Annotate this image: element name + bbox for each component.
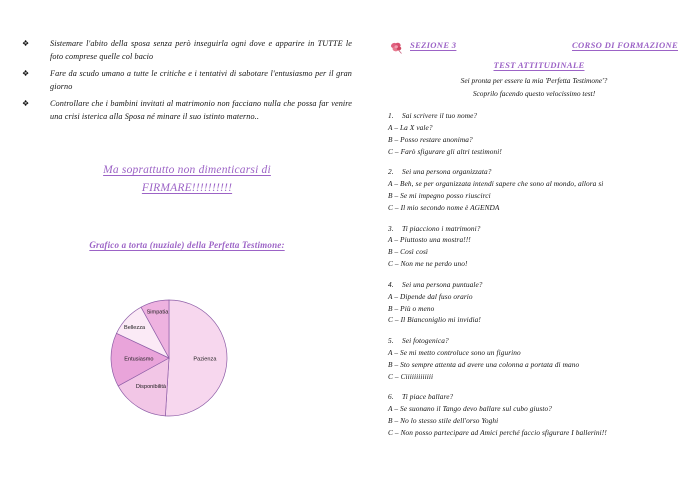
- quiz-answer-option[interactable]: B – Se mi impegno posso riuscirci: [388, 191, 491, 201]
- section-header-line1: [410, 40, 678, 50]
- sign-reminder-line2: [22, 180, 352, 198]
- sign-reminder-line2-text: FIRMARE!!!!!!!!!!: [141, 181, 233, 194]
- test-label: TEST ATTITUDINALE: [493, 60, 585, 70]
- quiz-question: [388, 335, 680, 382]
- diamond-bullet-icon: ❖: [22, 68, 30, 78]
- quiz-answer-option[interactable]: C – Ciiiiiiiiiiiii: [388, 371, 434, 381]
- quiz-answer-option[interactable]: A – La X vale?: [388, 122, 433, 132]
- page-title: [22, 240, 352, 250]
- quiz-answer-option[interactable]: C – Non posso partecipare ad Amici perché faccio sfigurare I ballerini!!: [388, 427, 607, 437]
- quiz-question-number: 6.: [388, 392, 394, 402]
- left-column: [22, 38, 352, 128]
- section-header: [388, 40, 680, 58]
- quiz-question-number: 5.: [388, 336, 394, 346]
- list-item: [22, 98, 352, 124]
- section-subtitle: [388, 75, 680, 100]
- list-item-text: Sistemare l'abito della sposa senza però inseguirla ogni dove e apparire in TUTTE le foto comprese quelle col bacio: [50, 39, 352, 61]
- pie-slice-label: Entusiasmo: [124, 356, 154, 363]
- quiz-question-number: 1.: [388, 111, 394, 121]
- quiz-question: [388, 223, 680, 270]
- pie-slice-label: Simpatia: [146, 309, 169, 316]
- quiz-question-label: Ti piacciono i matrimoni?: [402, 223, 481, 233]
- pie-slice-label: Pazienza: [193, 356, 217, 363]
- quiz-answer-option[interactable]: B – Posso restare anonima?: [388, 134, 473, 144]
- quiz-question: [388, 166, 680, 213]
- quiz-answer-option[interactable]: A – Beh, se per organizzata intendi sapere che sono al mondo, allora si: [388, 179, 604, 189]
- section-subtitle-line1: Sei pronta per essere la mia 'Perfetta Testimone'?: [460, 76, 608, 85]
- quiz-question-number: 3.: [388, 223, 394, 233]
- quiz-question-label: Ti piace ballare?: [402, 392, 454, 402]
- quiz-question: [388, 279, 680, 326]
- quiz-answer-option[interactable]: A – Piuttosto una mostra!!!: [388, 235, 471, 245]
- pie-chart-title-text: Grafico a torta (nuziale) della Perfetta Testimone:: [89, 240, 285, 250]
- quiz-question: [388, 110, 680, 157]
- quiz-question-number: 4.: [388, 279, 394, 289]
- quiz-answer-option[interactable]: A – Se mi metto controluce sono un figurino: [388, 347, 521, 357]
- quiz-answer-option[interactable]: B – No lo stesso stile dell'orso Yoghi: [388, 416, 499, 426]
- quiz-answer-option[interactable]: B – Più o meno: [388, 303, 435, 313]
- quiz-question-text: [388, 110, 680, 122]
- list-item: [22, 68, 352, 94]
- quiz-answer-option[interactable]: C – Il Bianconiglio mi invidia!: [388, 315, 481, 325]
- quiz-answer-option[interactable]: B – Sto sempre attenta ad avere una colonna a portata di mano: [388, 359, 580, 369]
- quiz-question-text: [388, 391, 680, 403]
- quiz-question-number: 2.: [388, 167, 394, 177]
- pie-slice-label: Bellezza: [123, 324, 146, 331]
- right-column: [388, 40, 680, 448]
- list-item-text: Controllare che i bambini invitati al matrimonio non facciano nulla che possa far venire una crisi isterica alla Sposa né minare il suo istinto materno..: [50, 98, 352, 121]
- quiz-question-label: Sei una persona puntuale?: [402, 279, 483, 289]
- quiz-answer-option[interactable]: C – Non me ne perdo uno!: [388, 259, 468, 269]
- quiz-answer-option[interactable]: C – Il mio secondo nome è AGENDA: [388, 202, 500, 212]
- diamond-bullet-icon: ❖: [22, 39, 30, 48]
- quiz-answer-option[interactable]: B – Così così: [388, 247, 429, 257]
- diamond-bullet-icon: ❖: [22, 98, 30, 108]
- quiz-question-label: Sai scrivere il tuo nome?: [402, 111, 478, 121]
- pie-slice-label: Disponibilità: [135, 383, 167, 390]
- quiz-question-label: Sei una persona organizzata?: [402, 167, 492, 177]
- section-subtitle-line2: Scoprilo facendo questo velocissimo test!: [472, 88, 596, 98]
- rose-flower-icon: [388, 40, 405, 56]
- section-label: SEZIONE 3: [410, 40, 457, 50]
- sign-reminder-line1: [22, 162, 352, 180]
- list-item: [22, 38, 352, 64]
- duties-bullet-list: [22, 38, 352, 124]
- pie-chart-svg: [74, 288, 274, 428]
- quiz-question-text: [388, 223, 680, 235]
- quiz-answer-option[interactable]: C – Farò sfigurare gli altri testimoni!: [388, 146, 502, 156]
- course-label: CORSO DI FORMAZIONE: [572, 40, 678, 50]
- section-header-line2: [398, 60, 680, 70]
- quiz-answer-option[interactable]: A – Dipende dal fuso orario: [388, 291, 473, 301]
- quiz-question-list: [388, 110, 680, 439]
- list-item-text: Fare da scudo umano a tutte le critiche e i tentativi di sabotare l'entusiasmo per il gran giorno: [50, 68, 352, 91]
- quiz-answer-option[interactable]: A – Se suonano il Tango devo ballare sul cubo giusto?: [388, 404, 552, 414]
- quiz-question-text: [388, 279, 680, 291]
- quiz-question-text: [388, 166, 680, 178]
- quiz-question-text: [388, 335, 680, 347]
- quiz-question: [388, 391, 680, 438]
- sign-reminder-line1-text: Ma soprattutto non dimenticarsi di: [103, 164, 271, 176]
- sign-reminder: [22, 162, 352, 198]
- quiz-question-label: Sei fotogenica?: [402, 336, 449, 346]
- pie-chart: [74, 288, 274, 428]
